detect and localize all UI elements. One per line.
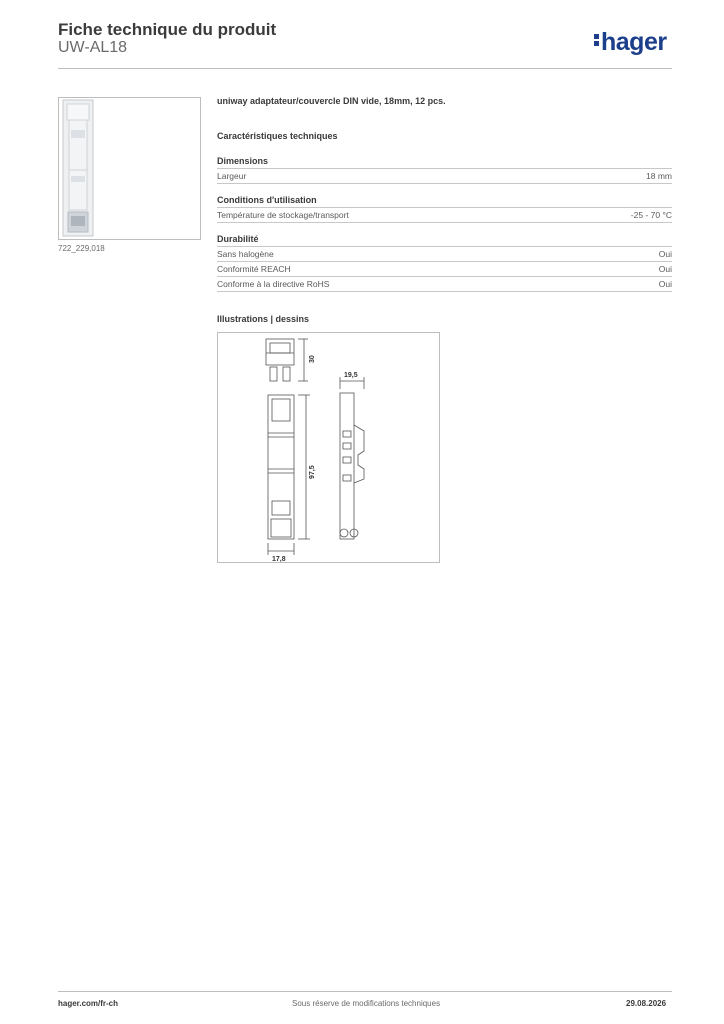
spec-row	[217, 246, 672, 261]
spec-label: Conforme à la directive RoHS	[217, 279, 330, 289]
group-title: Durabilité	[217, 234, 259, 244]
spec-label: Sans halogène	[217, 249, 274, 259]
header-divider	[58, 68, 672, 69]
spec-label: Largeur	[217, 171, 247, 181]
group-conditions	[217, 195, 672, 223]
product-image	[59, 98, 200, 239]
product-photo	[58, 97, 201, 240]
footer-date: 29.08.2026	[626, 999, 667, 1008]
characteristics-title: Caractéristiques techniques	[217, 131, 338, 141]
dimension-drawing	[218, 333, 439, 562]
hager-logo	[594, 28, 667, 57]
spec-row	[217, 261, 672, 276]
dim-bottom-width: 17,8	[272, 556, 286, 562]
product-description: uniway adaptateur/couvercle DIN vide, 18mm, 12 pcs.	[217, 96, 446, 106]
dim-total-height: 97,5	[309, 465, 316, 479]
footer-website-link[interactable]: hager.com/fr-ch	[58, 999, 119, 1008]
logo-dots-icon	[594, 32, 599, 48]
group-dimensions	[217, 156, 672, 184]
group-title: Conditions d'utilisation	[217, 195, 317, 205]
illustrations-title: Illustrations | dessins	[217, 314, 310, 324]
spec-label: Conformité REACH	[217, 264, 291, 274]
dim-side-width: 19,5	[344, 372, 358, 379]
spec-label: Température de stockage/transport	[217, 210, 349, 220]
group-title: Dimensions	[217, 156, 269, 166]
technical-drawing	[217, 332, 440, 563]
footer-divider	[58, 991, 672, 992]
page-title: Fiche technique du produit	[58, 20, 277, 39]
dim-top-height: 30	[309, 355, 316, 363]
spec-value: Oui	[658, 279, 672, 289]
spec-value: -25 - 70 °C	[630, 210, 672, 220]
spec-row	[217, 276, 672, 292]
product-reference: UW-AL18	[58, 39, 128, 56]
group-durability	[217, 234, 672, 292]
photo-caption: 722_229,018	[58, 244, 105, 253]
footer-disclaimer: Sous réserve de modifications techniques	[292, 999, 441, 1008]
logo-text: hager	[601, 28, 667, 56]
spec-row	[217, 207, 672, 223]
spec-row	[217, 168, 672, 184]
spec-value: 18 mm	[646, 171, 672, 181]
spec-value: Oui	[658, 264, 672, 274]
spec-value: Oui	[658, 249, 672, 259]
